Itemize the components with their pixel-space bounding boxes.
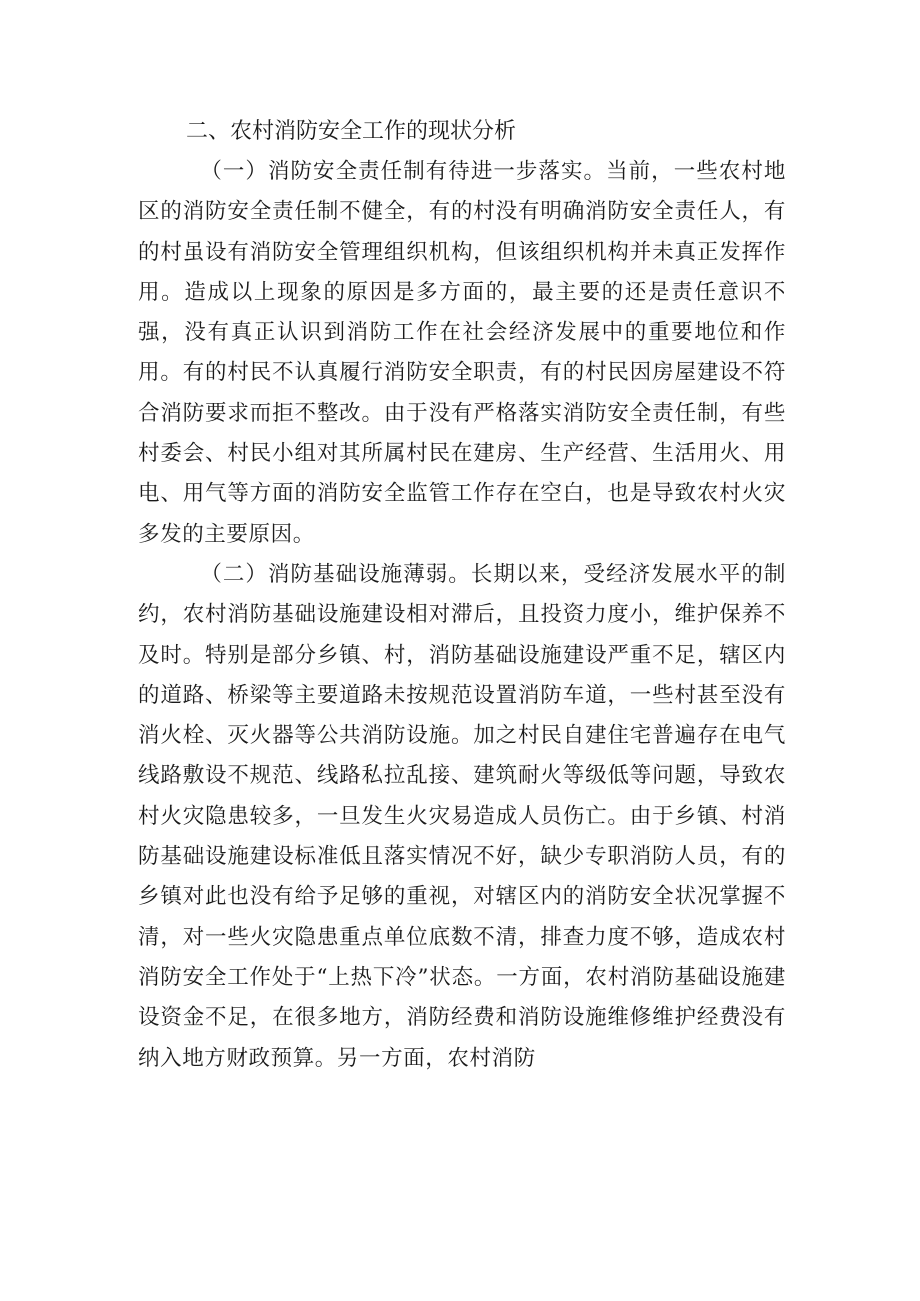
section-heading: 二、农村消防安全工作的现状分析 [186,119,517,144]
paragraph-responsibility: （一）消防安全责任制有待进一步落实。当前，一些农村地区的消防安全责任制不健全，有的村没有明确消防安全责任人，有的村虽设有消防安全管理组织机构，但该组织机构并未真正发挥作用。造成以上现象的原因是多方面的，最主要的还是责任意识不强，没有真正认识到消防工作在社会经济发展中的重要地位和作用。有的村民不认真履行消防安全职责，有的村民因房屋建设不符合消防要求而拒不整改。由于没有严格落实消防安全责任制，有些村委会、村民小组对其所属村民在建房、生产经营、生活用火、用电、用气等方面的消防安全监管工作存在空白，也是导致农村火灾多发的主要原因。 [138,159,786,547]
document-body [138,112,786,1079]
paragraph-infrastructure: （二）消防基础设施薄弱。长期以来，受经济发展水平的制约，农村消防基础设施建设相对滞后，且投资力度小，维护保养不及时。特别是部分乡镇、村，消防基础设施建设严重不足，辖区内的道路、桥梁等主要道路未按规范设置消防车道，一些村甚至没有消火栓、灭火器等公共消防设施。加之村民自建住宅普遍存在电气线路敷设不规范、线路私拉乱接、建筑耐火等级低等问题，导致农村火灾隐患较多，一旦发生火灾易造成人员伤亡。由于乡镇、村消防基础设施建设标准低且落实情况不好，缺少专职消防人员，有的乡镇对此也没有给予足够的重视，对辖区内的消防安全状况掌握不清，对一些火灾隐患重点单位底数不清，排查力度不够，造成农村消防安全工作处于“上热下冷”状态。一方面，农村消防基础设施建设资金不足，在很多地方，消防经费和消防设施维修维护经费没有纳入地方财政预算。另一方面，农村消防 [138,561,786,1071]
